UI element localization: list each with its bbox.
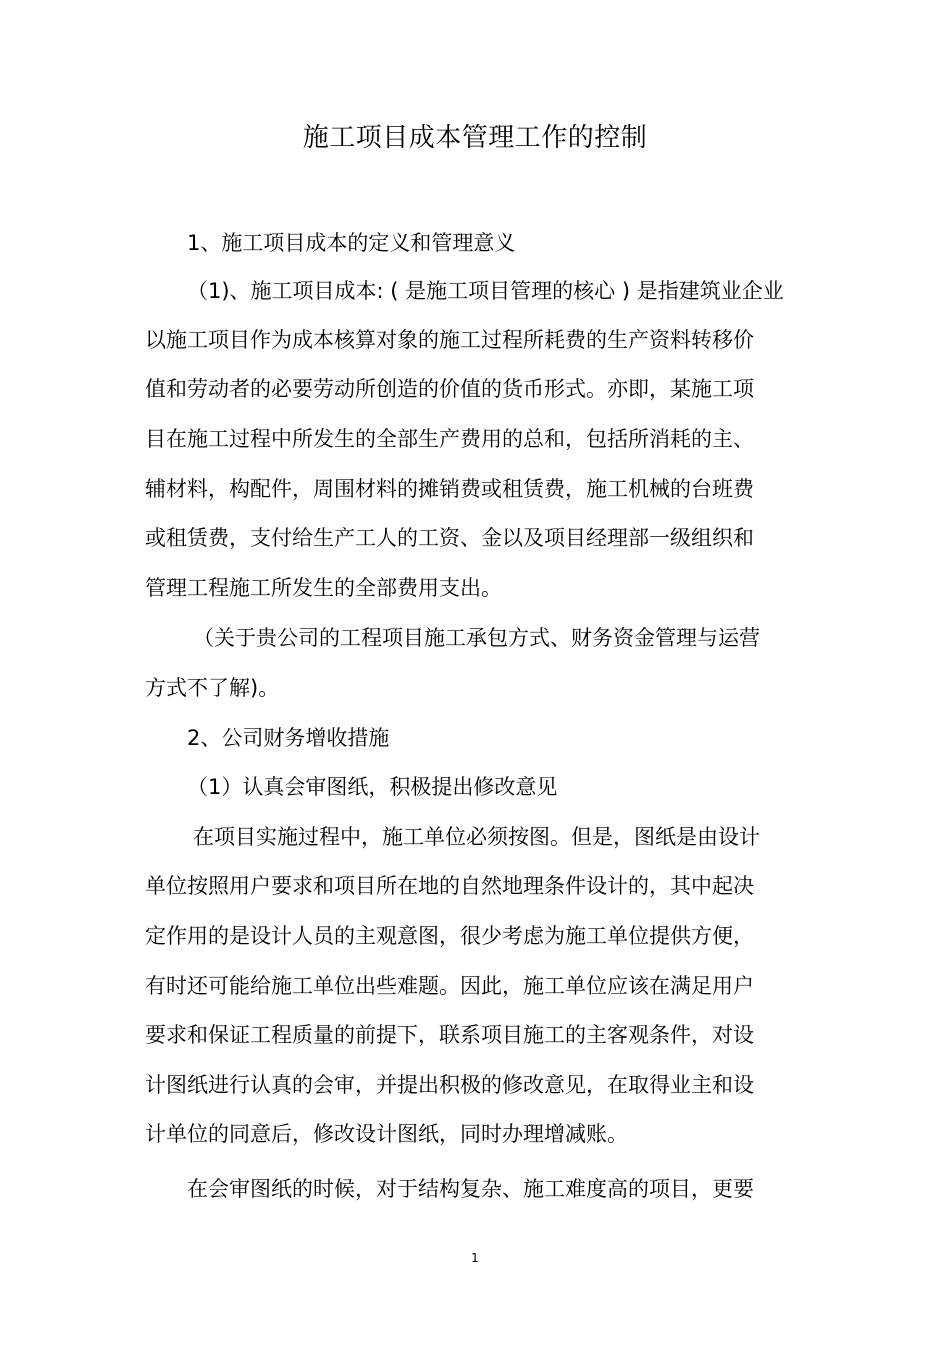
section-heading-1: 1、施工项目成本的定义和管理意义: [187, 231, 516, 255]
paragraph-line: 方式不了解)。: [145, 676, 280, 700]
paragraph-line: 计图纸进行认真的会审，并提出积极的修改意见，在取得业主和设: [145, 1073, 754, 1097]
paragraph-line: 管理工程施工所发生的全部费用支出。: [145, 576, 502, 600]
paragraph-line: 有时还可能给施工单位出些难题。因此，施工单位应该在满足用户: [145, 974, 754, 998]
paragraph-line: 计单位的同意后，修改设计图纸，同时办理增减账。: [145, 1122, 628, 1146]
document-title: 施工项目成本管理工作的控制: [302, 123, 648, 153]
page-number: 1: [471, 1251, 479, 1265]
paragraph-line: 单位按照用户要求和项目所在地的自然地理条件设计的，其中起决: [145, 874, 754, 898]
paragraph-line: 辅材料，构配件，周围材料的摊销费或租赁费，施工机械的台班费: [145, 477, 754, 501]
paragraph-line: 目在施工过程中所发生的全部生产费用的总和，包括所消耗的主、: [145, 427, 754, 451]
paragraph-line: 以施工项目作为成本核算对象的施工过程所耗费的生产资料转移价: [145, 328, 754, 352]
paragraph-line: （1)、施工项目成本: ( 是施工项目管理的核心 ) 是指建筑业企业: [187, 279, 784, 303]
subsection-heading: （1）认真会审图纸，积极提出修改意见: [187, 775, 558, 799]
paragraph-line: （关于贵公司的工程项目施工承包方式、财务资金管理与运营: [193, 626, 760, 650]
paragraph-line: 要求和保证工程质量的前提下，联系项目施工的主客观条件，对设: [145, 1023, 754, 1047]
paragraph-line: 或租赁费，支付给生产工人的工资、金以及项目经理部一级组织和: [145, 526, 754, 550]
paragraph-line: 在项目实施过程中，施工单位必须按图。但是，图纸是由设计: [193, 825, 760, 849]
paragraph-line: 在会审图纸的时候，对于结构复杂、施工难度高的项目，更要: [187, 1177, 754, 1201]
section-heading-2: 2、公司财务增收措施: [187, 726, 390, 750]
paragraph-line: 值和劳动者的必要劳动所创造的价值的货币形式。亦即，某施工项: [145, 377, 754, 401]
paragraph-line: 定作用的是设计人员的主观意图，很少考虑为施工单位提供方便，: [145, 924, 754, 948]
